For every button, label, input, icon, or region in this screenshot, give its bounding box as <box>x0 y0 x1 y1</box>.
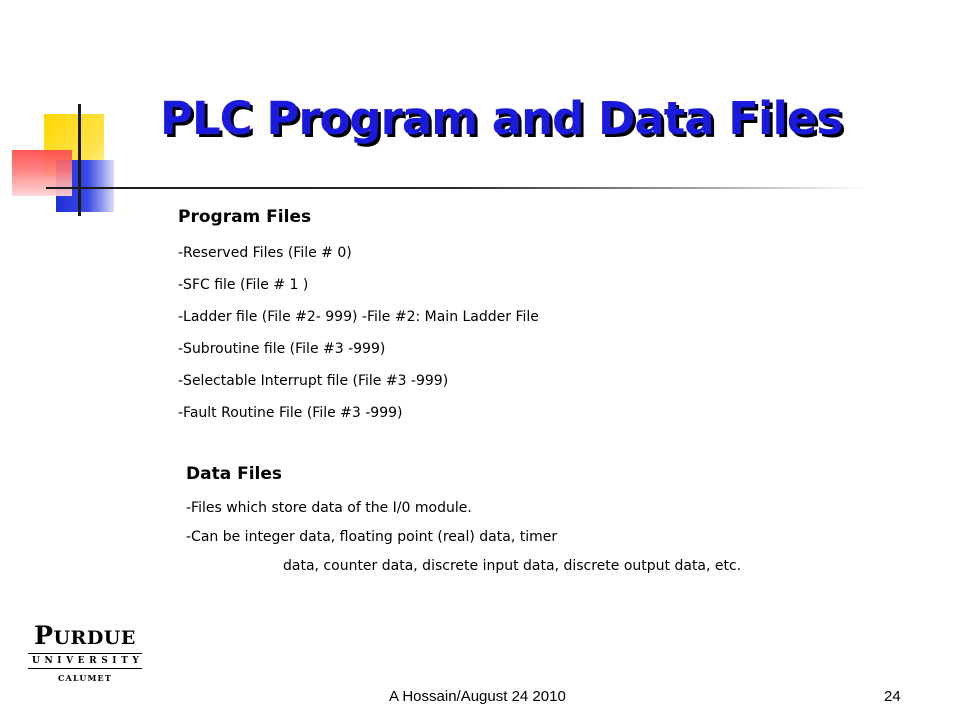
program-files-item: -Reserved Files (File # 0) <box>178 245 352 261</box>
data-files-item: -Files which store data of the I/0 module. <box>186 500 472 516</box>
slide-title: PLC Program and Data Files <box>160 92 843 145</box>
logo-wordmark <box>28 622 142 652</box>
data-files-item: -Can be integer data, floating point (real) data, timer <box>186 529 558 545</box>
program-files-item: -Ladder file (File #2- 999) -File #2: Main Ladder File <box>178 309 539 325</box>
program-files-section <box>178 205 539 429</box>
data-files-item-continuation: data, counter data, discrete input data, discrete output data, etc. <box>283 558 742 574</box>
logo-divider <box>28 653 142 654</box>
logo-initial: P <box>34 621 54 650</box>
data-files-section <box>186 462 741 581</box>
program-files-heading: Program Files <box>178 207 312 227</box>
logo-campus-text: CALUMET <box>57 673 113 683</box>
logo-divider <box>28 668 142 669</box>
program-files-item: -Subroutine file (File #3 -999) <box>178 341 386 357</box>
data-files-heading: Data Files <box>186 464 283 484</box>
decorative-red-square <box>12 150 72 196</box>
decorative-vertical-line <box>78 104 81 216</box>
footer-author-date: A Hossain/August 24 2010 <box>389 688 566 705</box>
program-files-item: -Selectable Interrupt file (File #3 -999) <box>178 373 449 389</box>
title-underline-rule <box>46 187 866 189</box>
slide-number: 24 <box>884 688 901 705</box>
logo-name-rest: URDUE <box>53 627 136 649</box>
purdue-calumet-logo <box>28 622 142 686</box>
program-files-item: -SFC file (File # 1 ) <box>178 277 309 293</box>
logo-university-text: UNIVERSITY <box>32 656 144 666</box>
program-files-item: -Fault Routine File (File #3 -999) <box>178 405 403 421</box>
